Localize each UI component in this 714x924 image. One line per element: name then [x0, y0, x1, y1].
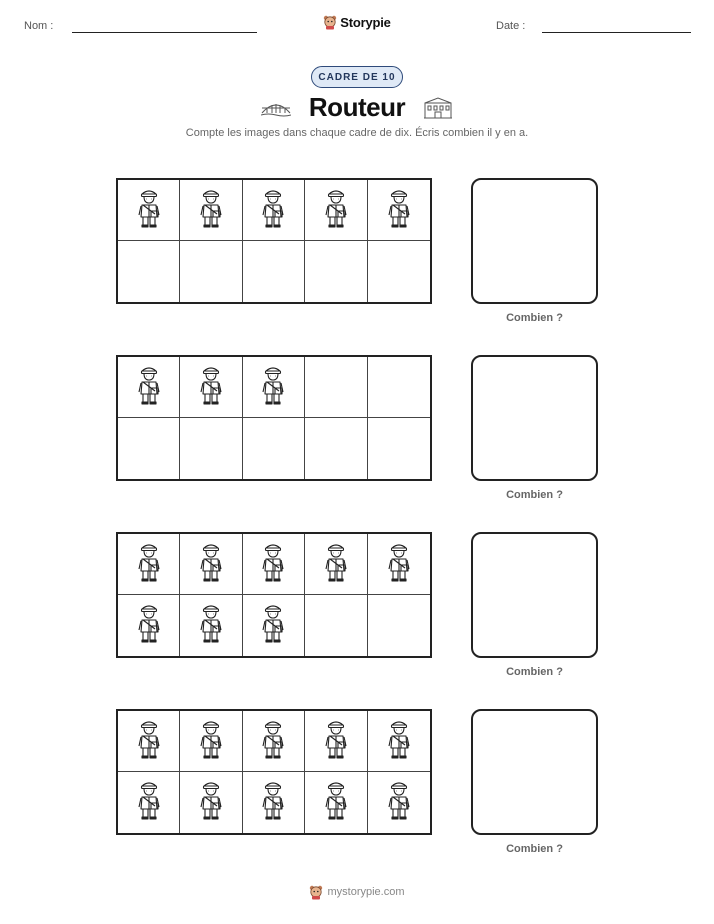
- mail-carrier-icon: [388, 718, 410, 765]
- frame-cell: [243, 772, 305, 833]
- mail-carrier-icon: [200, 602, 222, 649]
- frame-cell: [305, 772, 367, 833]
- frame-cell: [118, 711, 180, 772]
- mail-carrier-icon: [138, 602, 160, 649]
- ten-frame-2: [116, 355, 432, 481]
- frame-cell: [305, 241, 367, 302]
- mail-carrier-icon: [138, 541, 160, 588]
- frame-cell: [243, 418, 305, 479]
- frame-cell: [118, 180, 180, 241]
- mail-carrier-icon: [138, 187, 160, 234]
- worksheet-type-badge: CADRE DE 10: [311, 66, 403, 88]
- building-icon: [423, 97, 453, 119]
- mail-carrier-icon: [200, 779, 222, 826]
- frame-cell: [118, 241, 180, 302]
- date-label: Date :: [496, 20, 526, 32]
- frame-cell: [305, 180, 367, 241]
- worksheet-title: Routeur: [308, 92, 406, 122]
- mail-carrier-icon: [138, 779, 160, 826]
- mail-carrier-icon: [325, 187, 347, 234]
- frame-cell: [243, 241, 305, 302]
- mail-carrier-icon: [200, 364, 222, 411]
- frame-cell: [118, 418, 180, 479]
- mail-carrier-icon: [325, 541, 347, 588]
- mail-carrier-icon: [138, 364, 160, 411]
- mail-carrier-icon: [262, 718, 284, 765]
- answer-box-3[interactable]: [471, 532, 598, 658]
- brand: [0, 14, 714, 30]
- answer-box-1[interactable]: [471, 178, 598, 304]
- frame-cell: [243, 534, 305, 595]
- mail-carrier-icon: [200, 541, 222, 588]
- mail-carrier-icon: [200, 718, 222, 765]
- ten-frame-3: [116, 532, 432, 658]
- frame-cell: [368, 595, 430, 656]
- frame-cell: [243, 595, 305, 656]
- title-row: [0, 92, 714, 123]
- mail-carrier-icon: [388, 779, 410, 826]
- frame-cell: [368, 711, 430, 772]
- storypie-logo-icon: [309, 884, 323, 900]
- frame-cell: [118, 595, 180, 656]
- combien-label: Combien ?: [506, 489, 563, 501]
- date-line[interactable]: [542, 32, 691, 33]
- mail-carrier-icon: [262, 602, 284, 649]
- frame-cell: [243, 711, 305, 772]
- ten-frame-4: [116, 709, 432, 835]
- frame-cell: [118, 534, 180, 595]
- mail-carrier-icon: [262, 541, 284, 588]
- footer-url: mystorypie.com: [327, 886, 405, 898]
- frame-cell: [243, 180, 305, 241]
- frame-cell: [243, 357, 305, 418]
- mail-carrier-icon: [388, 541, 410, 588]
- frame-cell: [118, 357, 180, 418]
- mail-carrier-icon: [388, 187, 410, 234]
- frame-cell: [180, 241, 242, 302]
- frame-cell: [180, 595, 242, 656]
- combien-label: Combien ?: [506, 843, 563, 855]
- mail-carrier-icon: [138, 718, 160, 765]
- frame-cell: [180, 357, 242, 418]
- combien-label: Combien ?: [506, 312, 563, 324]
- brand-name: Storypie: [340, 14, 391, 30]
- frame-cell: [368, 241, 430, 302]
- mail-carrier-icon: [325, 718, 347, 765]
- mail-carrier-icon: [262, 187, 284, 234]
- frame-cell: [368, 534, 430, 595]
- ten-frame-1: [116, 178, 432, 304]
- frame-cell: [118, 772, 180, 833]
- frame-cell: [305, 595, 367, 656]
- footer: [0, 884, 714, 900]
- frame-cell: [305, 534, 367, 595]
- frame-cell: [368, 180, 430, 241]
- mail-carrier-icon: [262, 779, 284, 826]
- instructions: Compte les images dans chaque cadre de dix. Écris combien il y en a.: [185, 127, 529, 139]
- bridge-icon: [261, 99, 291, 117]
- answer-box-2[interactable]: [471, 355, 598, 481]
- storypie-logo-icon: [323, 14, 337, 30]
- frame-cell: [368, 418, 430, 479]
- name-line[interactable]: [72, 32, 257, 33]
- frame-cell: [180, 418, 242, 479]
- mail-carrier-icon: [262, 364, 284, 411]
- frame-cell: [180, 711, 242, 772]
- name-label: Nom :: [24, 20, 54, 32]
- frame-cell: [368, 772, 430, 833]
- frame-cell: [368, 357, 430, 418]
- answer-box-4[interactable]: [471, 709, 598, 835]
- frame-cell: [180, 772, 242, 833]
- frame-cell: [305, 711, 367, 772]
- frame-cell: [305, 418, 367, 479]
- frame-cell: [305, 357, 367, 418]
- frame-cell: [180, 180, 242, 241]
- mail-carrier-icon: [200, 187, 222, 234]
- combien-label: Combien ?: [506, 666, 563, 678]
- frame-cell: [180, 534, 242, 595]
- mail-carrier-icon: [325, 779, 347, 826]
